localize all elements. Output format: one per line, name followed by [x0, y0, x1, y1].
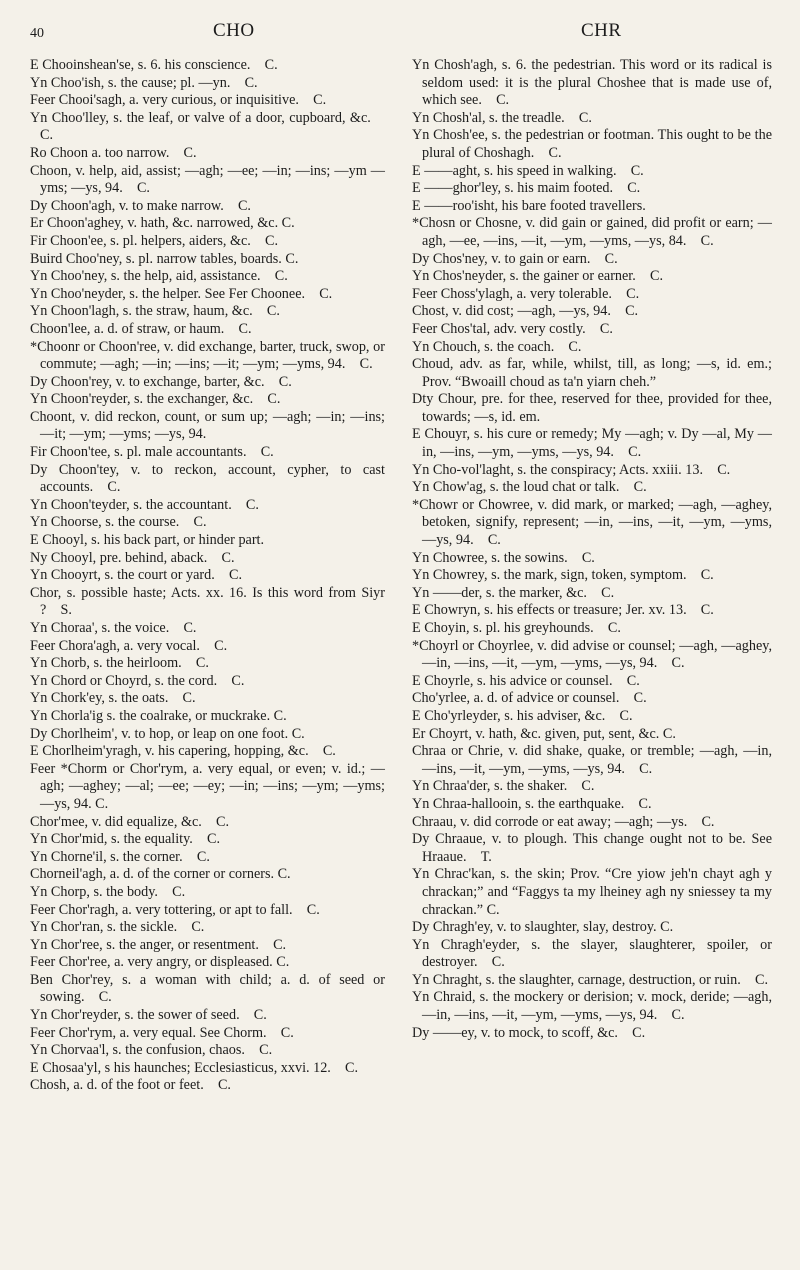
dictionary-entry: Fir Choon'ee, s. pl. helpers, aiders, &c. C.: [30, 232, 279, 249]
dictionary-entry: Yn Choon'teyder, s. the accountant. C.: [30, 496, 259, 513]
dictionary-entry: Yn Chrac'kan, s. the skin; Prov. “Cre yiow jeh'n chayt agh y chrackan;” and “Faggys ta my lheiney agh ny sniessey ta my chrackan.” C.: [412, 866, 772, 918]
dictionary-entry: Dty Chour, pre. for thee, reserved for thee, provided for thee, towards; —s, id. em.: [412, 391, 772, 425]
dictionary-entry: Feer Chooi'sagh, a. very curious, or inquisitive. C.: [30, 92, 327, 109]
running-head-right: CHR: [581, 20, 622, 41]
dictionary-entry: Choon'lee, a. d. of straw, or haum. C.: [30, 320, 252, 337]
dictionary-entry: Yn Chor'mid, s. the equality. C.: [30, 831, 220, 848]
dictionary-entry: Yn Cho-vol'laght, s. the conspiracy; Acts. xxiii. 13. C.: [412, 461, 731, 478]
dictionary-entry: Choont, v. did reckon, count, or sum up; —agh; —in; —ins; —it; —ym; —yms; —ys, 94.: [30, 408, 385, 443]
dictionary-entry: Dy ——ey, v. to mock, to scoff, &c. C.: [412, 1024, 646, 1041]
dictionary-entry: Feer *Chorm or Chor'rym, a. very equal, or even; v. id.; —agh; —aghey; —al; —ee; —ey; —in; —ins; —ym; —yms; —ys, 94. C.: [30, 760, 385, 812]
dictionary-entry: *Choonr or Choon'ree, v. did exchange, barter, truck, swop, or commute; —agh; —in; —ins; —it; —ym; —yms, 94. C.: [30, 338, 385, 373]
dictionary-entry: E Chosaa'yl, s his haunches; Ecclesiasticus, xxvi. 12. C.: [30, 1059, 359, 1076]
dictionary-entry: E Chooinshean'se, s. 6. his conscience. C.: [30, 57, 278, 73]
dictionary-entry: Yn Choon'reyder, s. the exchanger, &c. C.: [30, 391, 281, 408]
dictionary-entry: Ny Chooyl, pre. behind, aback. C.: [30, 549, 235, 566]
dictionary-entry: Yn Chowrey, s. the mark, sign, token, symptom. C.: [412, 567, 714, 584]
dictionary-entry: Yn ——der, s. the marker, &c. C.: [412, 584, 615, 601]
dictionary-entry: Yn Chork'ey, s. the oats. C.: [30, 690, 196, 707]
dictionary-entry: Chor, s. possible haste; Acts. xx. 16. Is this word from Siyr ? S.: [30, 584, 385, 619]
page-number: 40: [30, 26, 44, 41]
dictionary-entry: Buird Choo'ney, s. pl. narrow tables, boards. C.: [30, 250, 299, 267]
dictionary-entry: Feer Chor'rym, a. very equal. See Chorm. C.: [30, 1024, 294, 1041]
dictionary-entry: Dy Chos'ney, v. to gain or earn. C.: [412, 250, 618, 267]
dictionary-entry: Yn Chosh'agh, s. 6. the pedestrian. This word or its radical is seldom used: it is the plural Choshee that is made use of, which see. C.: [412, 57, 772, 109]
dictionary-entry: Yn Chorne'il, s. the corner. C.: [30, 848, 210, 865]
dictionary-entry: Yn Chowree, s. the sowins. C.: [412, 549, 595, 566]
dictionary-entry: Fir Choon'tee, s. pl. male accountants. C.: [30, 444, 274, 461]
dictionary-entry: E ——ghor'ley, s. his maim footed. C.: [412, 180, 641, 197]
dictionary-entry: Yn Chosh'al, s. the treadle. C.: [412, 109, 592, 126]
dictionary-entry: Chorneil'agh, a. d. of the corner or corners. C.: [30, 866, 291, 883]
dictionary-entry: *Chosn or Chosne, v. did gain or gained, did profit or earn; —agh, —ee, —ins, —it, —ym, —yms, —ys, 84. C.: [412, 215, 772, 249]
page-header: [0, 20, 800, 46]
dictionary-entry: E Chouyr, s. his cure or remedy; My —agh; v. Dy —al, My —in, —ins, —ym, —yms, —ys, 94. C.: [412, 426, 772, 461]
dictionary-entry: Chor'mee, v. did equalize, &c. C.: [30, 813, 230, 830]
dictionary-entry: Yn Choorse, s. the course. C.: [30, 514, 207, 531]
dictionary-entry: Yn Chorb, s. the heirloom. C.: [30, 655, 209, 672]
dictionary-entry: Chosh, a. d. of the foot or feet. C.: [30, 1077, 231, 1094]
dictionary-entry: E Choyin, s. pl. his greyhounds. C.: [412, 620, 621, 636]
dictionary-entry: Yn Chraa-hallooin, s. the earthquake. C.: [412, 795, 652, 812]
dictionary-entry: Dy Chragh'ey, v. to slaughter, slay, destroy. C.: [412, 919, 674, 936]
dictionary-entry: *Chowr or Chowree, v. did mark, or marked; —agh, —aghey, betoken, signify, represent; —in, —ins, —it, —ym, —yms, —ys, 94. C.: [412, 496, 772, 549]
dictionary-entry: Yn Chosh'ee, s. the pedestrian or footman. This ought to be the plural of Choshagh. C.: [412, 127, 772, 161]
dictionary-entry: Yn Choo'lley, s. the leaf, or valve of a door, cupboard, &c. C.: [30, 109, 385, 144]
dictionary-entry: E Chowryn, s. his effects or treasure; Jer. xv. 13. C.: [412, 602, 714, 619]
dictionary-entry: Yn Chord or Choyrd, s. the cord. C.: [30, 672, 245, 689]
dictionary-entry: Chraau, v. did corrode or eat away; —agh; —ys. C.: [412, 813, 715, 830]
dictionary-entry: Er Choyrt, v. hath, &c. given, put, sent, &c. C.: [412, 725, 676, 742]
dictionary-entry: Yn Chragh'eyder, s. the slayer, slaughterer, spoiler, or destroyer. C.: [412, 936, 772, 971]
dictionary-entry: Feer Chos'tal, adv. very costly. C.: [412, 320, 613, 337]
dictionary-entry: E Chorlheim'yragh, v. his capering, hopping, &c. C.: [30, 743, 336, 760]
dictionary-entry: Dy Choon'tey, v. to reckon, account, cypher, to cast accounts. C.: [30, 461, 385, 496]
dictionary-entry: Feer Chor'ragh, a. very tottering, or apt to fall. C.: [30, 901, 320, 918]
dictionary-entry: Yn Choraa', s. the voice. C.: [30, 620, 197, 636]
dictionary-entry: Dy Choon'agh, v. to make narrow. C.: [30, 197, 251, 214]
dictionary-entry: Dy Chraaue, v. to plough. This change ought not to be. See Hraaue. T.: [412, 831, 772, 865]
dictionary-entry: Yn Choo'neyder, s. the helper. See Fer Choonee. C.: [30, 285, 333, 302]
dictionary-entry: Yn Chorla'ig s. the coalrake, or muckrake. C.: [30, 707, 287, 724]
dictionary-entry: Ro Choon a. too narrow. C.: [30, 144, 197, 161]
dictionary-entry: Feer Chor'ree, a. very angry, or displeased. C.: [30, 954, 290, 971]
dictionary-entry: Chraa or Chrie, v. did shake, quake, or tremble; —agh, —in, —ins, —it, —ym, —yms, —ys, 94. C.: [412, 743, 772, 777]
dictionary-entry: Cho'yrlee, a. d. of advice or counsel. C.: [412, 690, 647, 707]
running-head-left: CHO: [213, 20, 255, 41]
left-column: [30, 57, 385, 1095]
dictionary-entry: Feer Chora'agh, a. very vocal. C.: [30, 637, 228, 654]
dictionary-entry: Yn Chow'ag, s. the loud chat or talk. C.: [412, 479, 647, 496]
right-column: [412, 57, 772, 1042]
dictionary-entry: Yn Chooyrt, s. the court or yard. C.: [30, 567, 242, 584]
dictionary-entry: Feer Choss'ylagh, a. very tolerable. C.: [412, 285, 640, 302]
dictionary-entry: Yn Choo'ney, s. the help, aid, assistance. C.: [30, 268, 288, 285]
dictionary-entry: Yn Chraid, s. the mockery or derision; v. mock, deride; —agh, —in, —ins, —it, —ym, —yms, —ys, 94. C.: [412, 989, 772, 1024]
dictionary-entry: Dy Choon'rey, v. to exchange, barter, &c. C.: [30, 373, 292, 390]
dictionary-entry: Yn Chor'ree, s. the anger, or resentment. C.: [30, 936, 287, 953]
dictionary-entry: Yn Chorvaa'l, s. the confusion, chaos. C.: [30, 1042, 273, 1059]
dictionary-entry: E Choyrle, s. his advice or counsel. C.: [412, 672, 640, 689]
dictionary-entry: Yn Chor'reyder, s. the sower of seed. C.: [30, 1007, 267, 1024]
dictionary-entry: E ——roo'isht, his bare footed travellers.: [412, 197, 646, 214]
dictionary-entry: Ben Chor'rey, s. a woman with child; a. d. of seed or sowing. C.: [30, 971, 385, 1006]
dictionary-entry: Yn Chorp, s. the body. C.: [30, 883, 186, 900]
dictionary-entry: Dy Chorlheim', v. to hop, or leap on one foot. C.: [30, 725, 305, 742]
dictionary-entry: E Cho'yrleyder, s. his adviser, &c. C.: [412, 707, 633, 724]
dictionary-entry: E Chooyl, s. his back part, or hinder part.: [30, 532, 265, 549]
dictionary-entry: Yn Chor'ran, s. the sickle. C.: [30, 919, 205, 936]
dictionary-entry: E ——aght, s. his speed in walking. C.: [412, 162, 644, 179]
dictionary-entry: Yn Chouch, s. the coach. C.: [412, 338, 582, 355]
dictionary-entry: Yn Chos'neyder, s. the gainer or earner. C.: [412, 268, 663, 285]
dictionary-entry: Yn Chraa'der, s. the shaker. C.: [412, 778, 595, 795]
dictionary-entry: Yn Choon'lagh, s. the straw, haum, &c. C.: [30, 303, 280, 320]
dictionary-entry: *Choyrl or Choyrlee, v. did advise or counsel; —agh, —aghey, —in, —ins, —it, —ym, —yms, —ys, 94. C.: [412, 637, 772, 672]
dictionary-entry: Er Choon'aghey, v. hath, &c. narrowed, &c. C.: [30, 215, 295, 232]
dictionary-entry: Chost, v. did cost; —agh, —ys, 94. C.: [412, 303, 639, 320]
dictionary-entry: Choon, v. help, aid, assist; —agh; —ee; —in; —ins; —ym —yms; —ys, 94. C.: [30, 162, 385, 197]
dictionary-entry: Choud, adv. as far, while, whilst, till, as long; —s, id. em.; Prov. “Bwoaill choud as ta'n yiarn cheh.”: [412, 356, 772, 390]
dictionary-entry: Yn Choo'ish, s. the cause; pl. —yn. C.: [30, 74, 258, 91]
dictionary-entry: Yn Chraght, s. the slaughter, carnage, destruction, or ruin. C.: [412, 971, 769, 988]
